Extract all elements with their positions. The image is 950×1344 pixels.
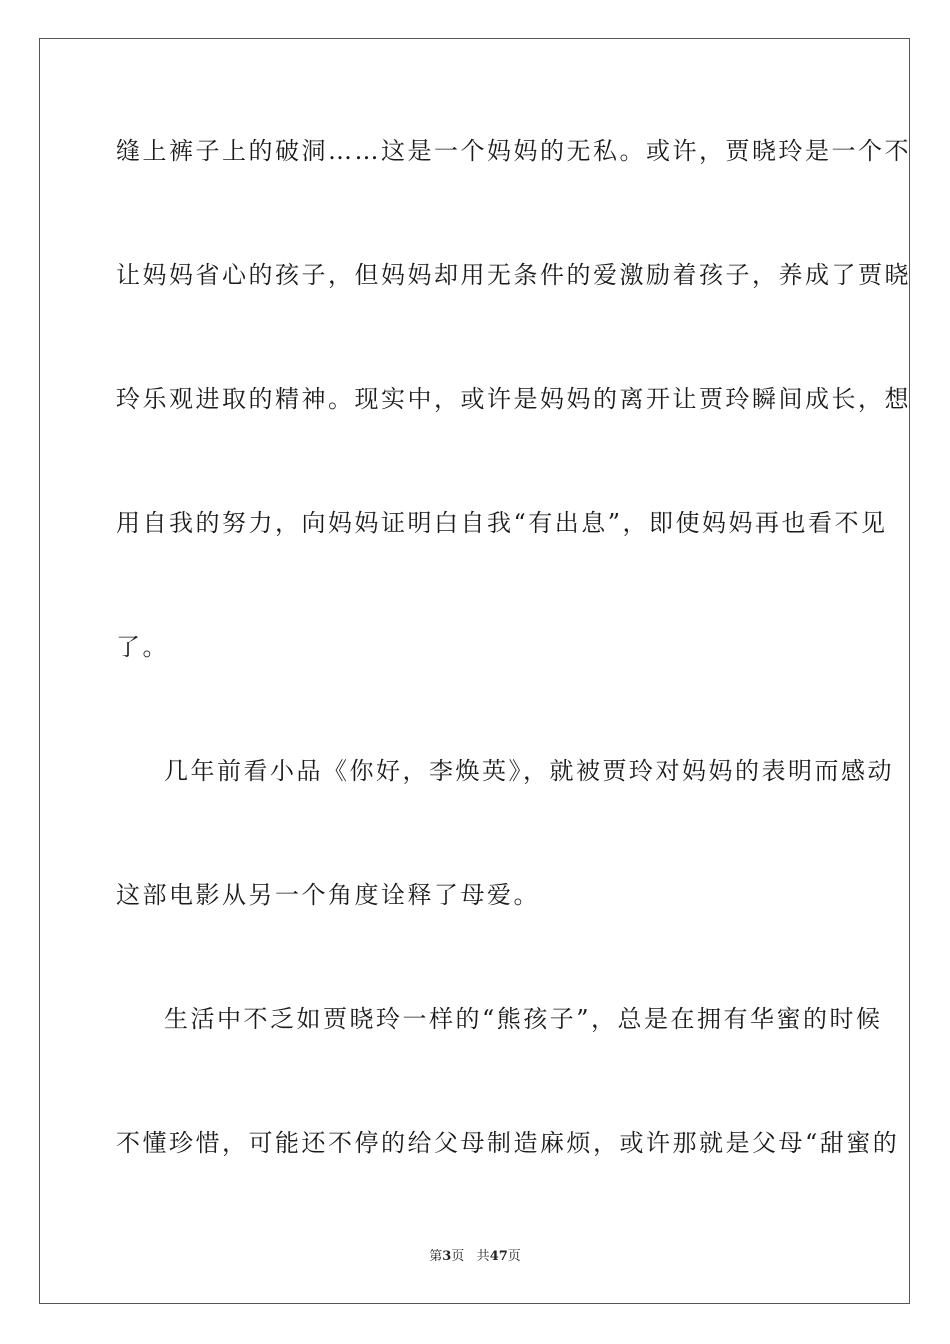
- total-prefix: 共: [476, 1249, 490, 1264]
- text-line-9: 不懂珍惜，可能还不停的给父母制造麻烦，或许那就是父母“甜蜜的: [116, 1129, 900, 1157]
- text-line-6: 几年前看小品《你好，李焕英》，就被贾玲对妈妈的表明而感动: [164, 757, 894, 785]
- text-line-3: 玲乐观进取的精神。现实中，或许是妈妈的离开让贾玲瞬间成长，想: [116, 385, 911, 413]
- page-prefix: 第: [429, 1249, 443, 1264]
- page-suffix: 页: [451, 1249, 465, 1264]
- page-number: 3: [442, 1249, 452, 1264]
- text-line-1: 缝上裤子上的破洞……这是一个妈妈的无私。或许，贾晓玲是一个不: [116, 137, 911, 165]
- total-pages: 47: [489, 1249, 508, 1264]
- total-suffix: 页: [507, 1249, 521, 1264]
- page-border: [39, 38, 910, 1304]
- text-line-8: 生活中不乏如贾晓玲一样的“熊孩子”，总是在拥有华蜜的时候: [164, 1005, 883, 1033]
- text-line-4: 用自我的努力，向妈妈证明白自我“有出息”，即使妈妈再也看不见: [116, 509, 888, 537]
- text-line-5: 了。: [116, 633, 169, 661]
- text-line-7: 这部电影从另一个角度诠释了母爱。: [116, 881, 540, 909]
- text-line-2: 让妈妈省心的孩子，但妈妈却用无条件的爱激励着孩子，养成了贾晓: [116, 261, 911, 289]
- page-footer: [0, 1248, 950, 1266]
